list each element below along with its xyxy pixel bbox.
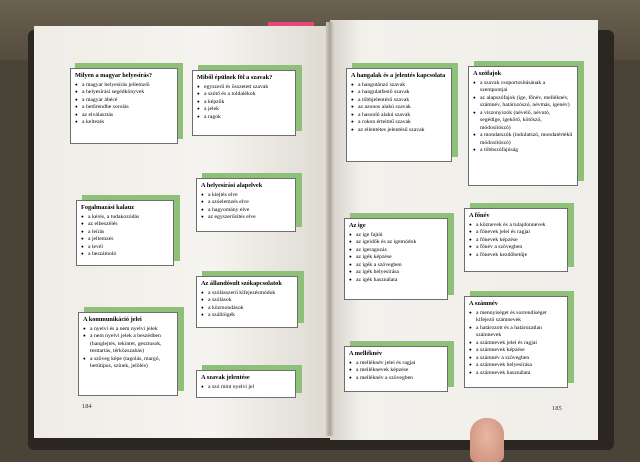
topic-title: Milyen a magyar helyesírás?	[75, 72, 153, 79]
topic-item: ● az igék a szövegben	[349, 262, 443, 270]
topic-box	[196, 178, 296, 232]
topic-title: Az ige	[349, 222, 366, 229]
topic-box	[344, 218, 448, 300]
topic-item: ● a szólások	[201, 297, 293, 305]
topic-title: A szavak jelentése	[201, 374, 250, 381]
topic-item: ● a hangulatfestő szavak	[351, 89, 447, 97]
topic-item: ● a szó mint nyelvi jel	[201, 384, 291, 392]
topic-item: ● a viszonyszók (névelő, névutó, segédige, igekötő, kötőszó, módosítószó)	[473, 110, 573, 133]
topic-item: ● a hasonló alakú szavak	[351, 112, 447, 120]
topic-item: ● az ellentétes jelentésű szavak	[351, 127, 447, 135]
topic-box	[192, 70, 296, 136]
topic-item: ● a keltezés	[75, 119, 173, 127]
topic-item: ● a szólásszerű kifejezésmódok	[201, 290, 293, 298]
topic-item: ● a szótő és a toldalékok	[197, 91, 291, 99]
topic-item: ● az igeidők és az igemódok	[349, 239, 443, 247]
topic-item: ● a mondatszók (indulatszó, mondatértékű módosítószó)	[473, 132, 573, 147]
topic-title: A kommunikáció jelei	[83, 316, 142, 323]
topic-item: ● a ragok	[197, 114, 291, 122]
topic-item: ● a főnév a szövegben	[469, 244, 563, 252]
topic-item: ● a betűrendbe sorolás	[75, 104, 173, 112]
topic-box	[464, 296, 568, 388]
book-gutter	[326, 22, 334, 436]
topic-item: ● a jellemzés	[81, 236, 169, 244]
topic-item: ● az igék helyesírása	[349, 269, 443, 277]
topic-item: ● a levél	[81, 244, 169, 252]
page-number: 184	[82, 403, 92, 410]
topic-item: ● a számnév a szövegben	[469, 355, 563, 363]
topic-item: ● a köznevek és a tulajdonnevek	[469, 222, 563, 230]
topic-title: A helyesírási alapelvek	[201, 182, 263, 189]
topic-item: ● a helyesírási segédkönyvek	[75, 89, 173, 97]
topic-item: ● az igék használata	[349, 277, 443, 285]
topic-item: ● az elbeszélés	[81, 221, 169, 229]
page-number: 185	[552, 405, 562, 412]
topic-item: ● a beszámoló	[81, 251, 169, 259]
topic-item: ● a rokon értelmű szavak	[351, 119, 447, 127]
topic-item: ● a mennyiséget és sorrendiséget kifejező számnevek	[469, 310, 563, 325]
topic-item: ● a jelek	[197, 106, 291, 114]
topic-title: A számnév	[469, 300, 498, 307]
topic-item: ● a nyelvi és a nem nyelvi jelek	[83, 326, 173, 334]
topic-title: A melléknév	[349, 350, 383, 357]
topic-item: ● a szóelemzés elve	[201, 199, 291, 207]
topic-item: ● az alapszófajok (ige, főnév, melléknév, számnév, határozószó, névmás, igenév)	[473, 95, 573, 110]
topic-box	[346, 68, 452, 162]
topic-title: Az állandósult szókapcsolatok	[201, 280, 282, 287]
bookmark-ribbon	[268, 22, 314, 26]
topic-item: ● a képzők	[197, 99, 291, 107]
topic-box	[464, 208, 568, 272]
topic-box	[344, 346, 448, 392]
topic-item: ● a számnevek képzése	[469, 347, 563, 355]
topic-box	[468, 66, 578, 186]
topic-item: ● a kérés, a tudakozódás	[81, 214, 169, 222]
topic-title: A szófajok	[473, 70, 502, 77]
thumb	[470, 418, 504, 462]
topic-item: ● a szavak csoportosításának a szempontjai	[473, 80, 573, 95]
topic-item: ● a melléknevek képzése	[349, 367, 443, 375]
topic-item: ● a főnevek képzése	[469, 237, 563, 245]
topic-item: ● a szállóigék	[201, 312, 293, 320]
topic-item: ● az elválasztás	[75, 112, 173, 120]
topic-item: ● a hagyomány elve	[201, 207, 291, 215]
topic-item: ● a számnevek jelei és ragjai	[469, 340, 563, 348]
topic-title: A hangalak és a jelentés kapcsolata	[351, 72, 446, 79]
topic-item: ● az egyszerűsítés elve	[201, 214, 291, 222]
topic-box	[78, 312, 178, 396]
topic-item: ● a szöveg képe (tagolás, margó, betűtípus, színek, jelölés)	[83, 356, 173, 371]
topic-item: ● a főnevek jelei és ragjai	[469, 229, 563, 237]
topic-title: A főnév	[469, 212, 490, 219]
topic-item: ● a magyar ábécé	[75, 97, 173, 105]
topic-item: ● a leírás	[81, 229, 169, 237]
topic-item: ● a közmondások	[201, 305, 293, 313]
topic-item: ● a többszófajúság	[473, 147, 573, 155]
topic-item: ● az azonos alakú szavak	[351, 104, 447, 112]
topic-item: ● a főnevek kezdőbetűje	[469, 252, 563, 260]
topic-item: ● a hangutánzó szavak	[351, 82, 447, 90]
topic-box	[70, 68, 178, 144]
topic-item: ● egyszerű és összetett szavak	[197, 84, 291, 92]
topic-item: ● a kiejtés elve	[201, 192, 291, 200]
topic-item: ● a magyar helyesírás jellemzői	[75, 82, 173, 90]
topic-item: ● az igeragozás	[349, 247, 443, 255]
topic-box	[196, 370, 296, 398]
topic-box	[196, 276, 298, 328]
topic-item: ● a melléknév a szövegben	[349, 375, 443, 383]
topic-item: ● a számnevek használata	[469, 370, 563, 378]
topic-item: ● az igék képzése	[349, 254, 443, 262]
topic-item: ● a melléknév jelei és ragjai	[349, 360, 443, 368]
topic-item: ● a többjelentésű szavak	[351, 97, 447, 105]
topic-box	[76, 200, 174, 266]
topic-item: ● a számnevek helyesírása	[469, 362, 563, 370]
topic-item: ● az ige fajtái	[349, 232, 443, 240]
topic-title: Fogalmazási kalauz	[81, 204, 134, 211]
topic-item: ● a nem nyelvi jelek a beszédben (hanglejtés, tekintet, gesztusok, testtartás, térközszabás)	[83, 333, 173, 356]
topic-item: ● a határozott és a határozatlan számnevek	[469, 325, 563, 340]
topic-title: Miből épülnek föl a szavak?	[197, 74, 273, 81]
